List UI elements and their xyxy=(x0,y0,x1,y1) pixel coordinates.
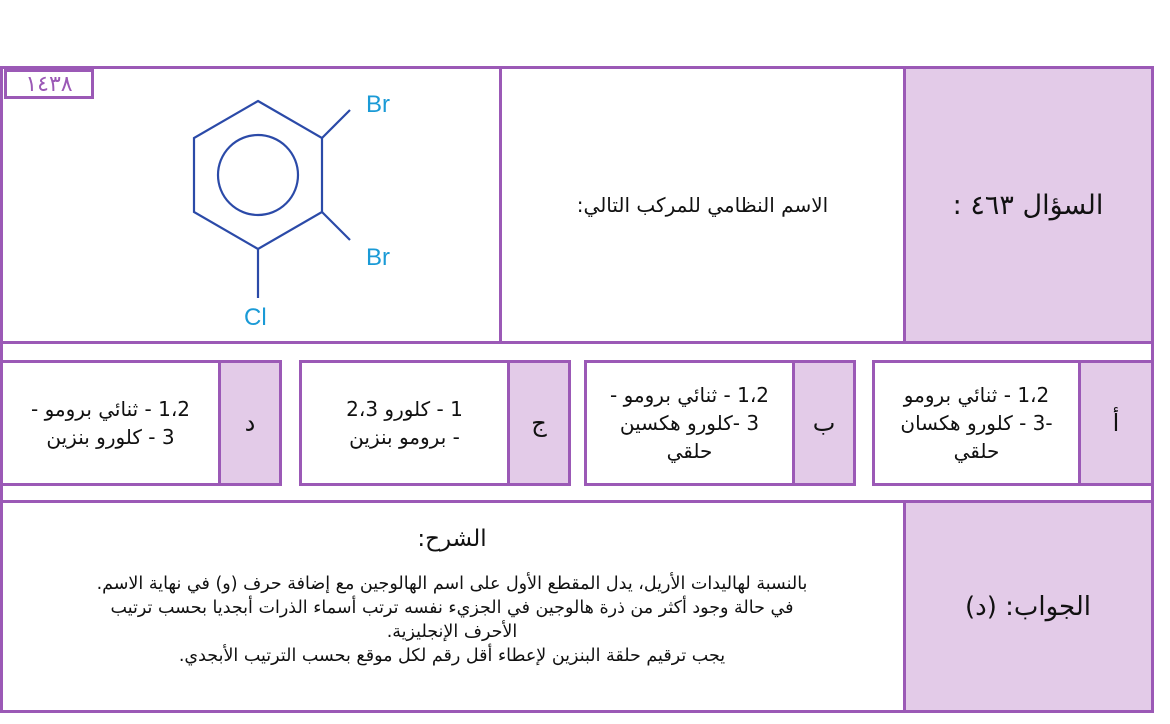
option-c-letter: ج xyxy=(531,409,547,437)
option-b-line: حلقي xyxy=(666,439,713,463)
question-prompt: الاسم النظامي للمركب التالي: xyxy=(576,193,829,217)
option-c-text[interactable] xyxy=(302,363,507,483)
option-d-line: 3 - كلورو بنزين xyxy=(46,425,175,449)
explanation-line: يجب ترقيم حلقة البنزين لإعطاء أقل رقم لكل موقع بحسب الترتيب الأبجدي. xyxy=(178,646,726,666)
benzene-ring xyxy=(194,101,322,249)
bond-top xyxy=(322,110,350,138)
option-c-line: 1 - كلورو 2،3 xyxy=(346,397,463,421)
bromine-label-top: Br xyxy=(366,91,390,118)
explanation-body xyxy=(4,572,900,668)
option-b-line: 1،2 - ثنائي برومو - xyxy=(610,383,770,407)
option-a-text[interactable] xyxy=(875,363,1078,483)
question-number: السؤال ٤٦٣ : xyxy=(952,189,1104,221)
option-b-text[interactable] xyxy=(587,363,792,483)
explanation-line: في حالة وجود أكثر من ذرة هالوجين في الجزيء نفسه ترتب أسماء الذرات أبجديا بحسب ترتيب xyxy=(110,598,794,618)
bromine-label-mid: Br xyxy=(366,244,390,271)
explanation-title: الشرح: xyxy=(417,526,487,552)
molecule-structure xyxy=(150,80,430,340)
explanation-line: بالنسبة لهاليدات الأريل، يدل المقطع الأول على اسم الهالوجين مع إضافة حرف (و) في نهاية الاسم. xyxy=(96,574,808,594)
explanation-line: الأحرف الإنجليزية. xyxy=(386,622,518,642)
option-d-text[interactable] xyxy=(3,363,218,483)
option-d-line: 1،2 - ثنائي برومو - xyxy=(31,397,191,421)
option-a-letter: أ xyxy=(1112,409,1120,437)
option-a-line: حلقي xyxy=(953,439,1000,463)
option-a-line: -3 - كلورو هكسان xyxy=(900,411,1053,435)
answer-label: الجواب: (د) xyxy=(965,591,1091,622)
option-c-line: - برومو بنزين xyxy=(349,425,460,449)
year-stamp: ١٤٣٨ xyxy=(4,69,94,99)
option-a-line: 1،2 - ثنائي برومو xyxy=(903,383,1050,407)
option-b-letter: ب xyxy=(812,409,836,437)
aromatic-circle xyxy=(218,135,298,215)
option-b-line: 3 -كلورو هكسين xyxy=(619,411,760,435)
bond-mid xyxy=(322,212,350,240)
chlorine-label: Cl xyxy=(244,304,267,331)
option-d-letter: د xyxy=(244,409,256,437)
explanation-text xyxy=(4,526,900,706)
